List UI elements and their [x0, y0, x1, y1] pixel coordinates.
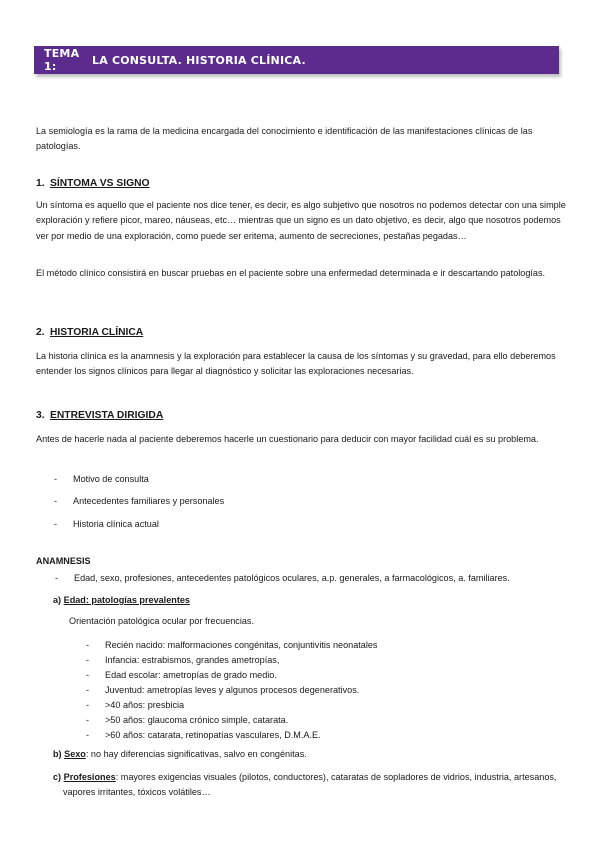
subsection-c: c) Profesiones: mayores exigencias visuales (pilotos, conductores), cataratas de sopladores de vidrios, industria, artesanos, vapores irritantes, tóxicos volátiles…	[53, 772, 557, 798]
section-1-paragraph-1: Un síntoma es aquello que el paciente nos dice tener, es decir, es algo subjetivo que nosotros no podemos detectar con una simple exploración y refiere picor, mareo, náuseas, etc… mientras que un signo es un dato objetivo, es decir, algo que nosotros podemos ver por medio de una exploración, como puede ser eritema, aumento de secreciones, pestañas pegadas…	[36, 200, 566, 241]
section-1-paragraph-2: El método clínico consistirá en buscar pruebas en el paciente sobre una enfermedad determinada e ir descartando patologías.	[36, 268, 546, 278]
chapter-number: TEMA 1:	[44, 47, 80, 73]
subsection-a-intro: Orientación patológica ocular por frecuencias.	[69, 616, 255, 626]
subsection-b: b) Sexo: no hay diferencias significativas, salvo en congénitas.	[53, 749, 307, 759]
subsection-a-heading: a) Edad: patologías prevalentes	[53, 595, 190, 605]
section-2-paragraph: La historia clínica es la anamnesis y la exploración para establecer la causa de los síntomas y su gravedad, para ello deberemos entender los signos clínicos para llegar al diagnóstico y solicitar las exploraciones necesarias.	[36, 351, 556, 377]
section-heading-2: 2. HISTORIA CLÍNICA	[36, 327, 144, 338]
chapter-title: LA CONSULTA. HISTORIA CLÍNICA.	[92, 53, 306, 67]
section-heading-3: 3. ENTREVISTA DIRIGIDA	[36, 410, 164, 421]
section-heading-1: 1. SÍNTOMA VS SIGNO	[36, 178, 150, 189]
intro-paragraph: La semiología es la rama de la medicina encargada del conocimiento e identificación de las manifestaciones clínicas de las patologías.	[36, 126, 533, 152]
chapter-banner	[34, 46, 559, 74]
section-3-paragraph: Antes de hacerle nada al paciente deberemos hacerle un cuestionario para deducir con mayor facilidad cuál es su problema.	[36, 434, 539, 444]
anamnesis-heading: ANAMNESIS	[36, 556, 91, 566]
